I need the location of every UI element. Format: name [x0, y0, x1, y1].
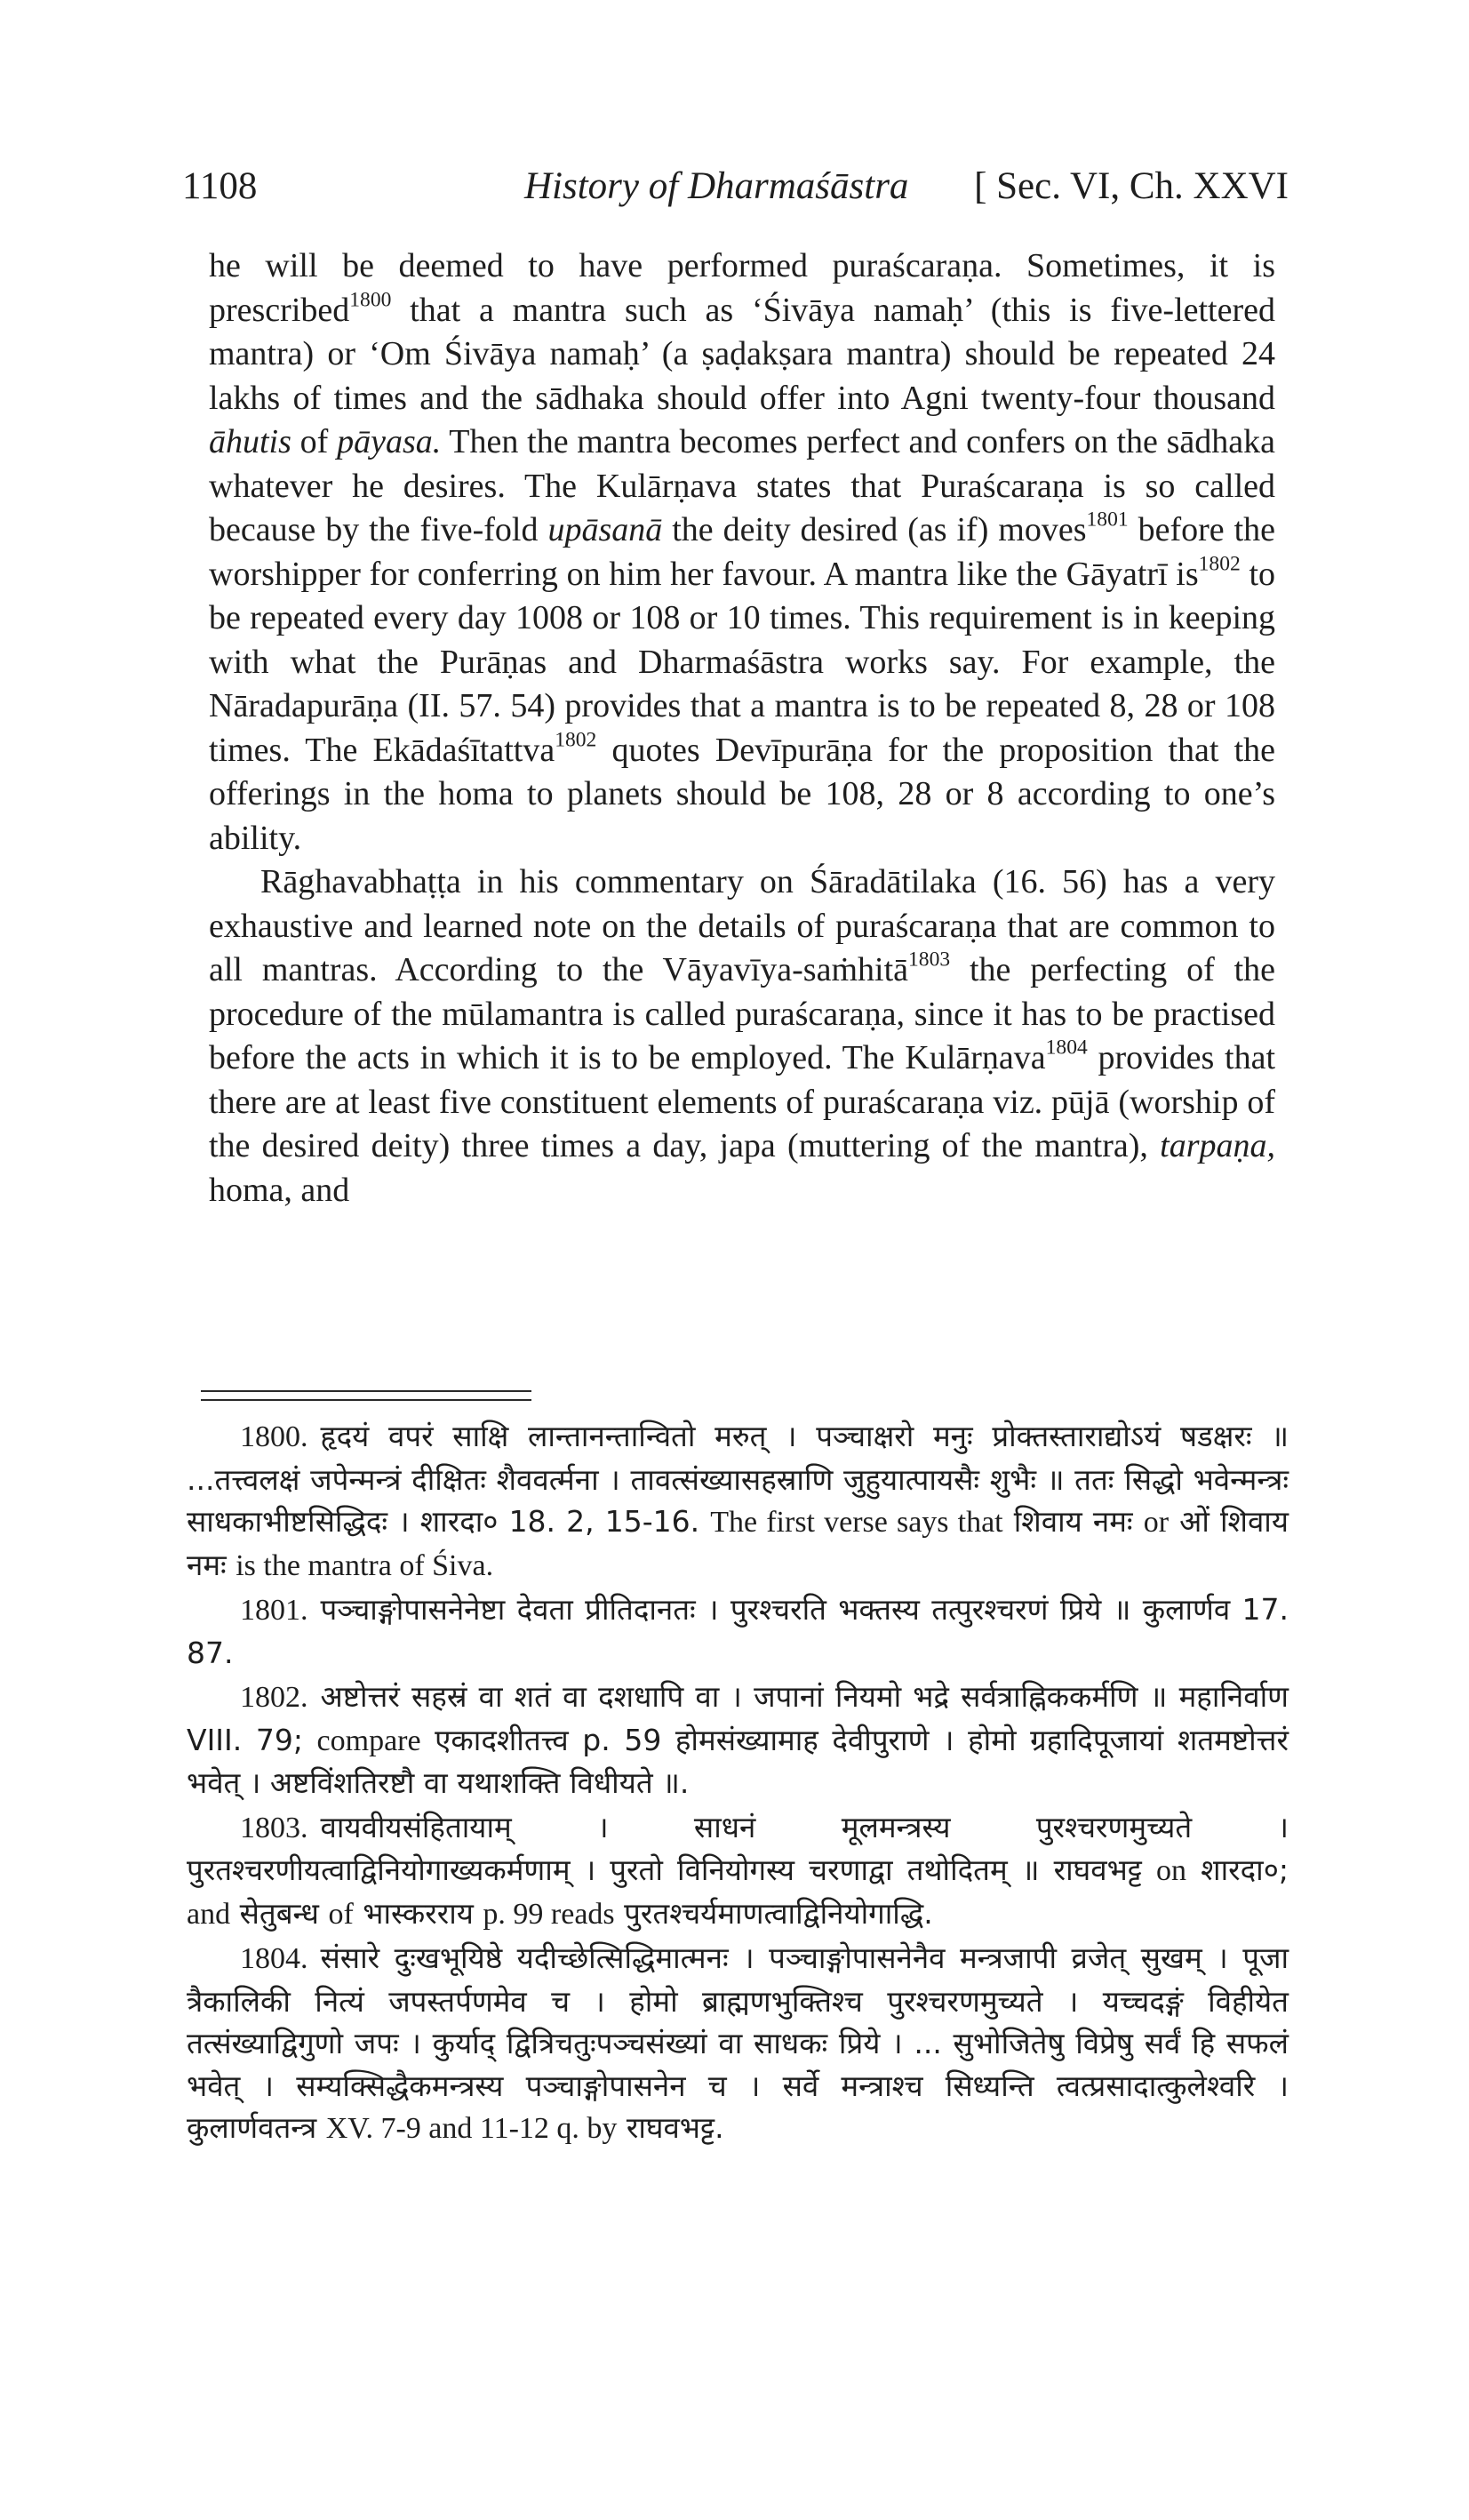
sanskrit-text: भास्करराय	[353, 1895, 483, 1931]
sanskrit-text: हृदयं वपरं साक्षि लान्तानन्तान्वितो मरुत् । पञ्चाक्षरो मनुः प्रोक्तस्ताराद्योऽयं षडक्षरः ॥ ...तत्त्वलक्षं जपेन्मन्त्रं दीक्षितः शैववर्त्मना । तावत्संख्यासहस्राणि जुहुयात्पायसैः शुभैः ॥ ततः सिद्धो भवेन्मन्त्रः साधकाभीष्टसिद्धिदः । शारदा० 18. 2, 15-16.	[187, 1419, 1289, 1539]
english-text: The first verse says that	[710, 1506, 1003, 1539]
sanskrit-text: ओं शिवाय नमः	[187, 1504, 1289, 1582]
sanskrit-text: राघवभट्ट.	[617, 2110, 724, 2145]
section-reference: [ Sec. VI, Ch. XXVI	[974, 165, 1289, 207]
footnotes	[187, 1415, 1289, 2152]
sanskrit-text: एकादशीतत्त्व p. 59 होमसंख्यामाह देवीपुराणे । होमो ग्रहादिपूजायां शतमष्टोत्तरं भवेत् । अष्टविंशतिरष्टौ वा यथाशक्ति विधीयते ॥.	[187, 1722, 1289, 1800]
footnote-separator-rule	[201, 1390, 531, 1401]
english-text: on	[1156, 1854, 1187, 1887]
text-run: the perfecting of the procedure of the mūlamantra is called puraścaraṇa, since it has to be practised before the acts in which it is to be employed. The Kulārṇava	[209, 951, 1275, 1076]
english-text: p. 99 reads	[483, 1897, 615, 1931]
footnote-ref-1802[interactable]: 1802	[1198, 552, 1241, 576]
footnote-1802	[187, 1676, 1289, 1804]
sanskrit-text: सेतुबन्ध	[230, 1895, 329, 1931]
footnote-1801	[187, 1588, 1289, 1674]
english-text: and	[187, 1897, 231, 1931]
footnote-number: 1800.	[240, 1420, 308, 1453]
paragraph-2	[209, 860, 1275, 1212]
english-text: is the mantra of Śiva.	[236, 1548, 494, 1582]
body-text	[209, 244, 1275, 1212]
italic-term: āhutis	[209, 423, 291, 460]
text-run: provides that there are at least five constituent elements of puraścaraṇa viz. pūjā (worship of the desired deity) three times a day, japa (muttering of the mantra),	[209, 1039, 1275, 1164]
italic-term: tarpaṇa,	[1160, 1127, 1275, 1164]
sanskrit-text: शिवाय नमः	[1002, 1504, 1144, 1539]
sanskrit-text: शारदा०;	[1186, 1852, 1289, 1887]
text-run: the deity desired (as if) moves	[662, 511, 1087, 548]
footnote-1804	[187, 1937, 1289, 2150]
footnote-number: 1804.	[240, 1942, 308, 1975]
text-run: that a mantra such as ‘Śivāya namaḥ’ (this is five-lettered mantra) or ‘Om Śivāya namaḥ’ (a ṣaḍakṣara mantra) should be repeated 24 lakhs of times and the sādhaka should offer into Agni twenty-four thousand	[209, 291, 1275, 417]
footnote-ref-1802b[interactable]: 1802	[555, 728, 597, 752]
italic-term: upāsanā	[547, 511, 663, 548]
english-text: XV. 7-9 and 11-12 q. by	[325, 2112, 618, 2145]
footnote-ref-1801[interactable]: 1801	[1086, 508, 1129, 532]
sanskrit-text: पञ्चाङ्गोपासनेनेष्टा देवता प्रीतिदानतः । पुरश्चरति भक्तस्य तत्पुरश्चरणं प्रिये ॥ कुलार्णव 17. 87.	[187, 1592, 1289, 1670]
sanskrit-text: वायवीयसंहितायाम् । साधनं मूलमन्त्रस्य पुरश्चरणमुच्यते । पुरतश्चरणीयत्वाद्विनियोगाख्यकर्मणाम् । पुरतो विनियोगस्य चरणाद्वा तथोदितम् ॥ राघवभट्ट	[187, 1809, 1289, 1887]
text-run: before the worshipper for conferring on him her favour. A mantra like the Gāyatrī is	[209, 511, 1276, 593]
english-text: compare	[316, 1724, 421, 1757]
sanskrit-text: पुरतश्चर्यमाणत्वाद्विनियोगाद्धि.	[614, 1895, 933, 1931]
sanskrit-text: अष्टोत्तरं सहस्रं वा शतं वा दशधापि वा । जपानां नियमो भद्रे सर्वत्राह्निककर्मणि ॥ महानिर्वाण VIII. 79;	[187, 1679, 1289, 1757]
paragraph-1	[209, 244, 1275, 860]
sanskrit-text: संसारे दुःखभूयिष्ठे यदीच्छेत्सिद्धिमात्मनः । पञ्चाङ्गोपासनेनैव मन्त्रजापी व्रजेत् सुखम् । पूजा त्रैकालिकी नित्यं जपस्तर्पणमेव च । होमो ब्राह्मणभुक्तिश्च पुरश्चरणमुच्यते । यच्चदङ्गं विहीयेत तत्संख्याद्विगुणो जपः । कुर्याद् द्वित्रिचतुःपञ्चसंख्यां वा साधकः प्रिये । ... सुभोजितेषु विप्रेषु सर्वं हि सफलं भवेत् । सम्यक्सिद्धैकमन्त्रस्य पञ्चाङ्गोपासनेन च । सर्वे मन्त्राश्च सिध्यन्ति त्वत्प्रसादात्कुलेश्वरि । कुलार्णवतन्त्र	[187, 1940, 1289, 2145]
text-run: he will be deemed to have performed puraścaraṇa. Sometimes, it is prescribed	[209, 247, 1275, 329]
footnote-1803	[187, 1806, 1289, 1936]
text-run: homa, and	[209, 1171, 350, 1209]
english-text: or	[1143, 1506, 1170, 1539]
footnote-ref-1803[interactable]: 1803	[908, 948, 951, 972]
text-run: quotes Devīpurāṇa for the proposition that the offerings in the homa to planets should be 108, 28 or 8 according to one’s ability.	[209, 731, 1275, 857]
running-title: History of Dharmaśāstra	[524, 165, 909, 207]
footnote-number: 1803.	[240, 1811, 308, 1844]
footnote-ref-1804[interactable]: 1804	[1045, 1036, 1088, 1060]
page-number: 1108	[182, 165, 258, 207]
english-text: of	[328, 1897, 354, 1931]
italic-term: pāyasa.	[337, 423, 442, 460]
footnote-1800	[187, 1415, 1289, 1587]
footnote-ref-1800[interactable]: 1800	[349, 288, 392, 312]
text-run: of	[291, 423, 338, 460]
text-run: to be repeated every day 1008 or 108 or 10 times. This requirement is in keeping with what the Purāṇas and Dharmaśāstra works say. For example, the Nāradapurāṇa (II. 57. 54) provides that a mantra is to be repeated 8, 28 or 108 times. The Ekādaśītattva	[209, 555, 1275, 769]
footnote-number: 1801.	[240, 1594, 308, 1627]
text-run: Rāghavabhaṭṭa in his commentary on Śāradātilaka (16. 56) has a very exhaustive and learned note on the details of puraścaraṇa that are common to all mantras. According to the Vāyavīya-saṁhitā	[209, 863, 1275, 988]
footnote-number: 1802.	[240, 1681, 308, 1714]
text-run: Then the mantra becomes perfect and confers on the sādhaka whatever he desires. The Kulārṇava states that Puraścaraṇa is so called because by the five-fold	[209, 423, 1276, 548]
page-header	[182, 164, 1289, 218]
